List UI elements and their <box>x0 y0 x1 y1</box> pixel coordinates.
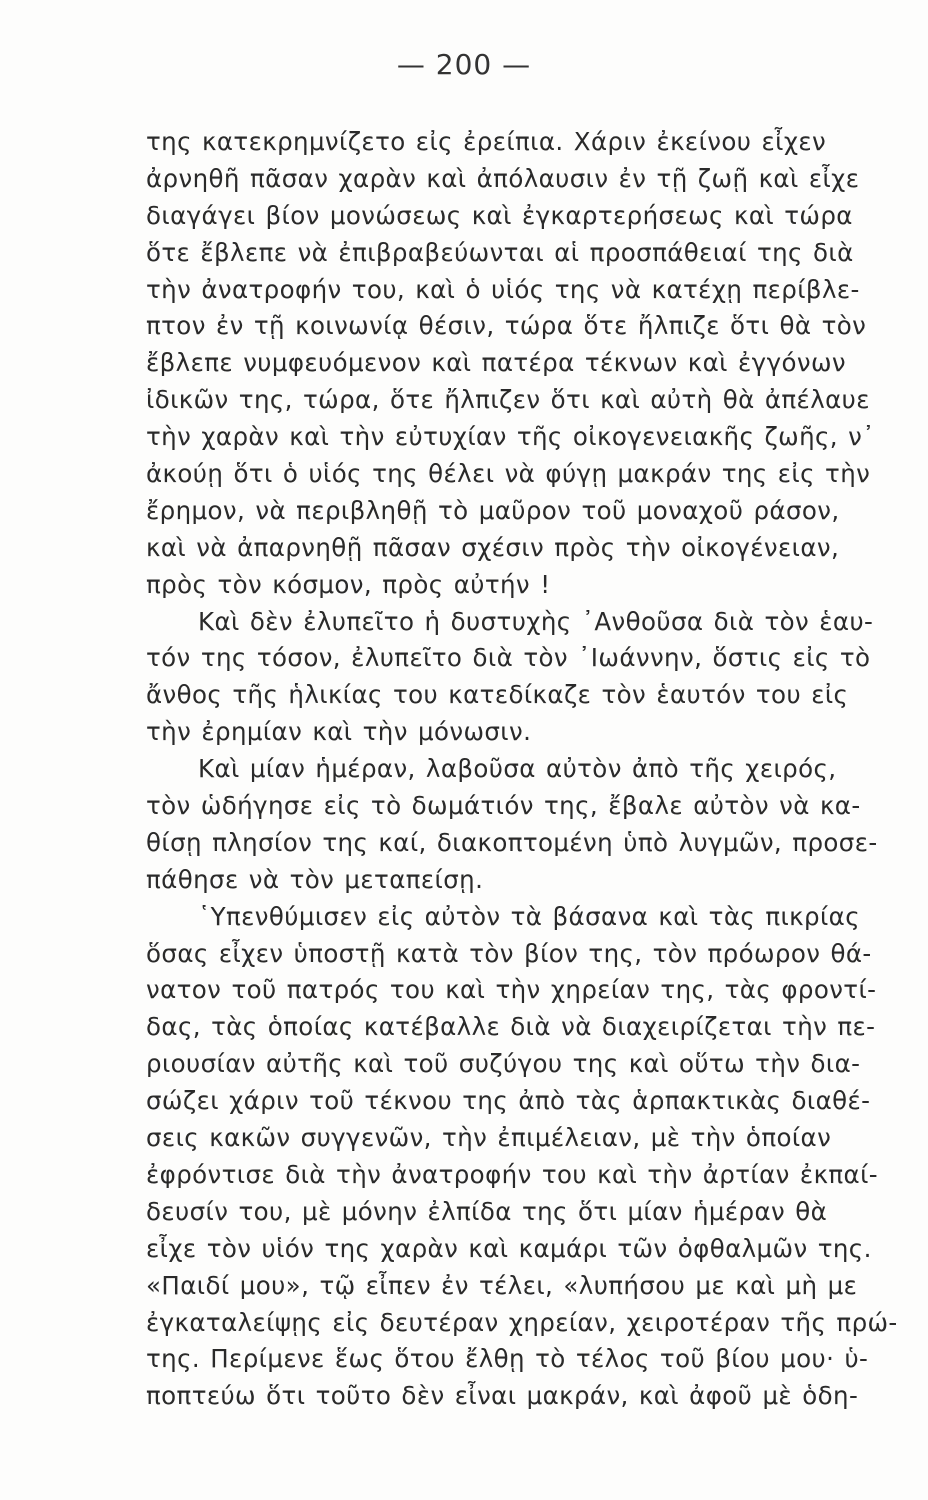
text-line: τὴν ἀνατροφήν του, καὶ ὁ υἱός της νὰ κατέχῃ περίβλε- <box>146 274 860 304</box>
body-text <box>146 124 906 1415</box>
text-line: δευσίν του, μὲ μόνην ἐλπίδα της ὅτι μίαν ἡμέραν θὰ <box>146 1196 828 1226</box>
text-line: ἀκούῃ ὅτι ὁ υἱός της θέλει νὰ φύγῃ μακράν της εἰς τὴν <box>146 459 871 489</box>
text-line: ἄνθος τῆς ἡλικίας του κατεδίκαζε τὸν ἑαυτόν του εἰς <box>146 680 849 710</box>
text-line: τὴν χαρὰν καὶ τὴν εὐτυχίαν τῆς οἰκογενειακῆς ζωῆς, ν᾽ <box>146 422 875 452</box>
text-line: ποπτεύω ὅτι τοῦτο δὲν εἶναι μακράν, καὶ ἀφοῦ μὲ ὁδη- <box>146 1381 859 1411</box>
text-line: ἔρημον, νὰ περιβληθῇ τὸ μαῦρον τοῦ μοναχοῦ ράσον, <box>146 495 840 525</box>
text-line: ριουσίαν αὐτῆς καὶ τοῦ συζύγου της καὶ οὕτω τὴν δια- <box>146 1049 861 1079</box>
text-line: «Παιδί μου», τῷ εἶπεν ἐν τέλει, «λυπήσου με καὶ μὴ με <box>146 1270 858 1300</box>
page-number: — 200 — <box>396 48 532 81</box>
text-line: πτον ἐν τῇ κοινωνίᾳ θέσιν, τώρα ὅτε ἤλπιζε ὅτι θὰ τὸν <box>146 311 867 341</box>
text-line: νατον τοῦ πατρός του καὶ τὴν χηρείαν της, τὰς φροντί- <box>146 975 877 1005</box>
text-line: της. Περίμενε ἕως ὅτου ἔλθῃ τὸ τέλος τοῦ βίου μου· ὑ- <box>146 1344 869 1374</box>
text-line: σώζει χάριν τοῦ τέκνου της ἀπὸ τὰς ἁρπακτικὰς διαθέ- <box>146 1086 871 1116</box>
text-line: ἐγκαταλείψῃς εἰς δευτέραν χηρείαν, χειροτέραν τῆς πρώ- <box>146 1307 898 1337</box>
text-line: ὅτε ἔβλεπε νὰ ἐπιβραβεύωνται αἱ προσπάθειαί της διὰ <box>146 237 854 267</box>
text-line: τόν της τόσον, ἐλυπεῖτο διὰ τὸν ᾽Ιωάννην, ὅστις εἰς τὸ <box>146 643 871 673</box>
text-line: της κατεκρημνίζετο εἰς ἐρείπια. Χάριν ἐκείνου εἶχεν <box>146 127 827 156</box>
paragraph-start-line: ῾Υπενθύμισεν εἰς αὐτὸν τὰ βάσανα καὶ τὰς πικρίας <box>198 901 860 931</box>
text-line: ὅσας εἶχεν ὑποστῇ κατὰ τὸν βίον της, τὸν πρόωρον θά- <box>146 938 872 968</box>
text-line: πρὸς τὸν κόσμον, πρὸς αὐτήν ! <box>146 569 551 599</box>
paragraph-start-line: Καὶ μίαν ἡμέραν, λαβοῦσα αὐτὸν ἀπὸ τῆς χειρός, <box>198 754 837 784</box>
text-line: δας, τὰς ὁποίας κατέβαλλε διὰ νὰ διαχειρίζεται τὴν πε- <box>146 1012 876 1042</box>
text-line: ἔβλεπε νυμφευόμενον καὶ πατέρα τέκνων καὶ ἐγγόνων <box>146 348 846 378</box>
text-line: τὸν ὡδήγησε εἰς τὸ δωμάτιόν της, ἔβαλε αὐτὸν νὰ κα- <box>146 791 861 821</box>
text-line: εἶχε τὸν υἱόν της χαρὰν καὶ καμάρι τῶν ὀφθαλμῶν της. <box>146 1233 872 1263</box>
text-line: ἀρνηθῆ πᾶσαν χαρὰν καὶ ἀπόλαυσιν ἐν τῇ ζωῇ καὶ εἶχε <box>146 163 860 193</box>
text-line: ἐφρόντισε διὰ τὴν ἀνατροφήν του καὶ τὴν ἀρτίαν ἐκπαί- <box>146 1159 879 1189</box>
text-line: σεις κακῶν συγγενῶν, τὴν ἐπιμέλειαν, μὲ τὴν ὁποίαν <box>146 1123 832 1153</box>
paragraph-start-line: Καὶ δὲν ἐλυπεῖτο ἡ δυστυχὴς ᾽Ανθοῦσα διὰ τὸν ἑαυ- <box>198 606 874 636</box>
text-line: πάθησε νὰ τὸν μεταπείσῃ. <box>146 864 484 894</box>
text-line: καὶ νὰ ἀπαρνηθῇ πᾶσαν σχέσιν πρὸς τὴν οἰκογένειαν, <box>146 532 840 562</box>
text-line: τὴν ἐρημίαν καὶ τὴν μόνωσιν. <box>146 717 532 747</box>
text-line: θίσῃ πλησίον της καί, διακοπτομένη ὑπὸ λυγμῶν, προσε- <box>146 827 878 857</box>
text-line: διαγάγει βίον μονώσεως καὶ ἐγκαρτερήσεως καὶ τώρα <box>146 200 853 230</box>
text-line: ἰδικῶν της, τώρα, ὅτε ἤλπιζεν ὅτι καὶ αὐτὴ θὰ ἀπέλαυε <box>146 385 870 415</box>
